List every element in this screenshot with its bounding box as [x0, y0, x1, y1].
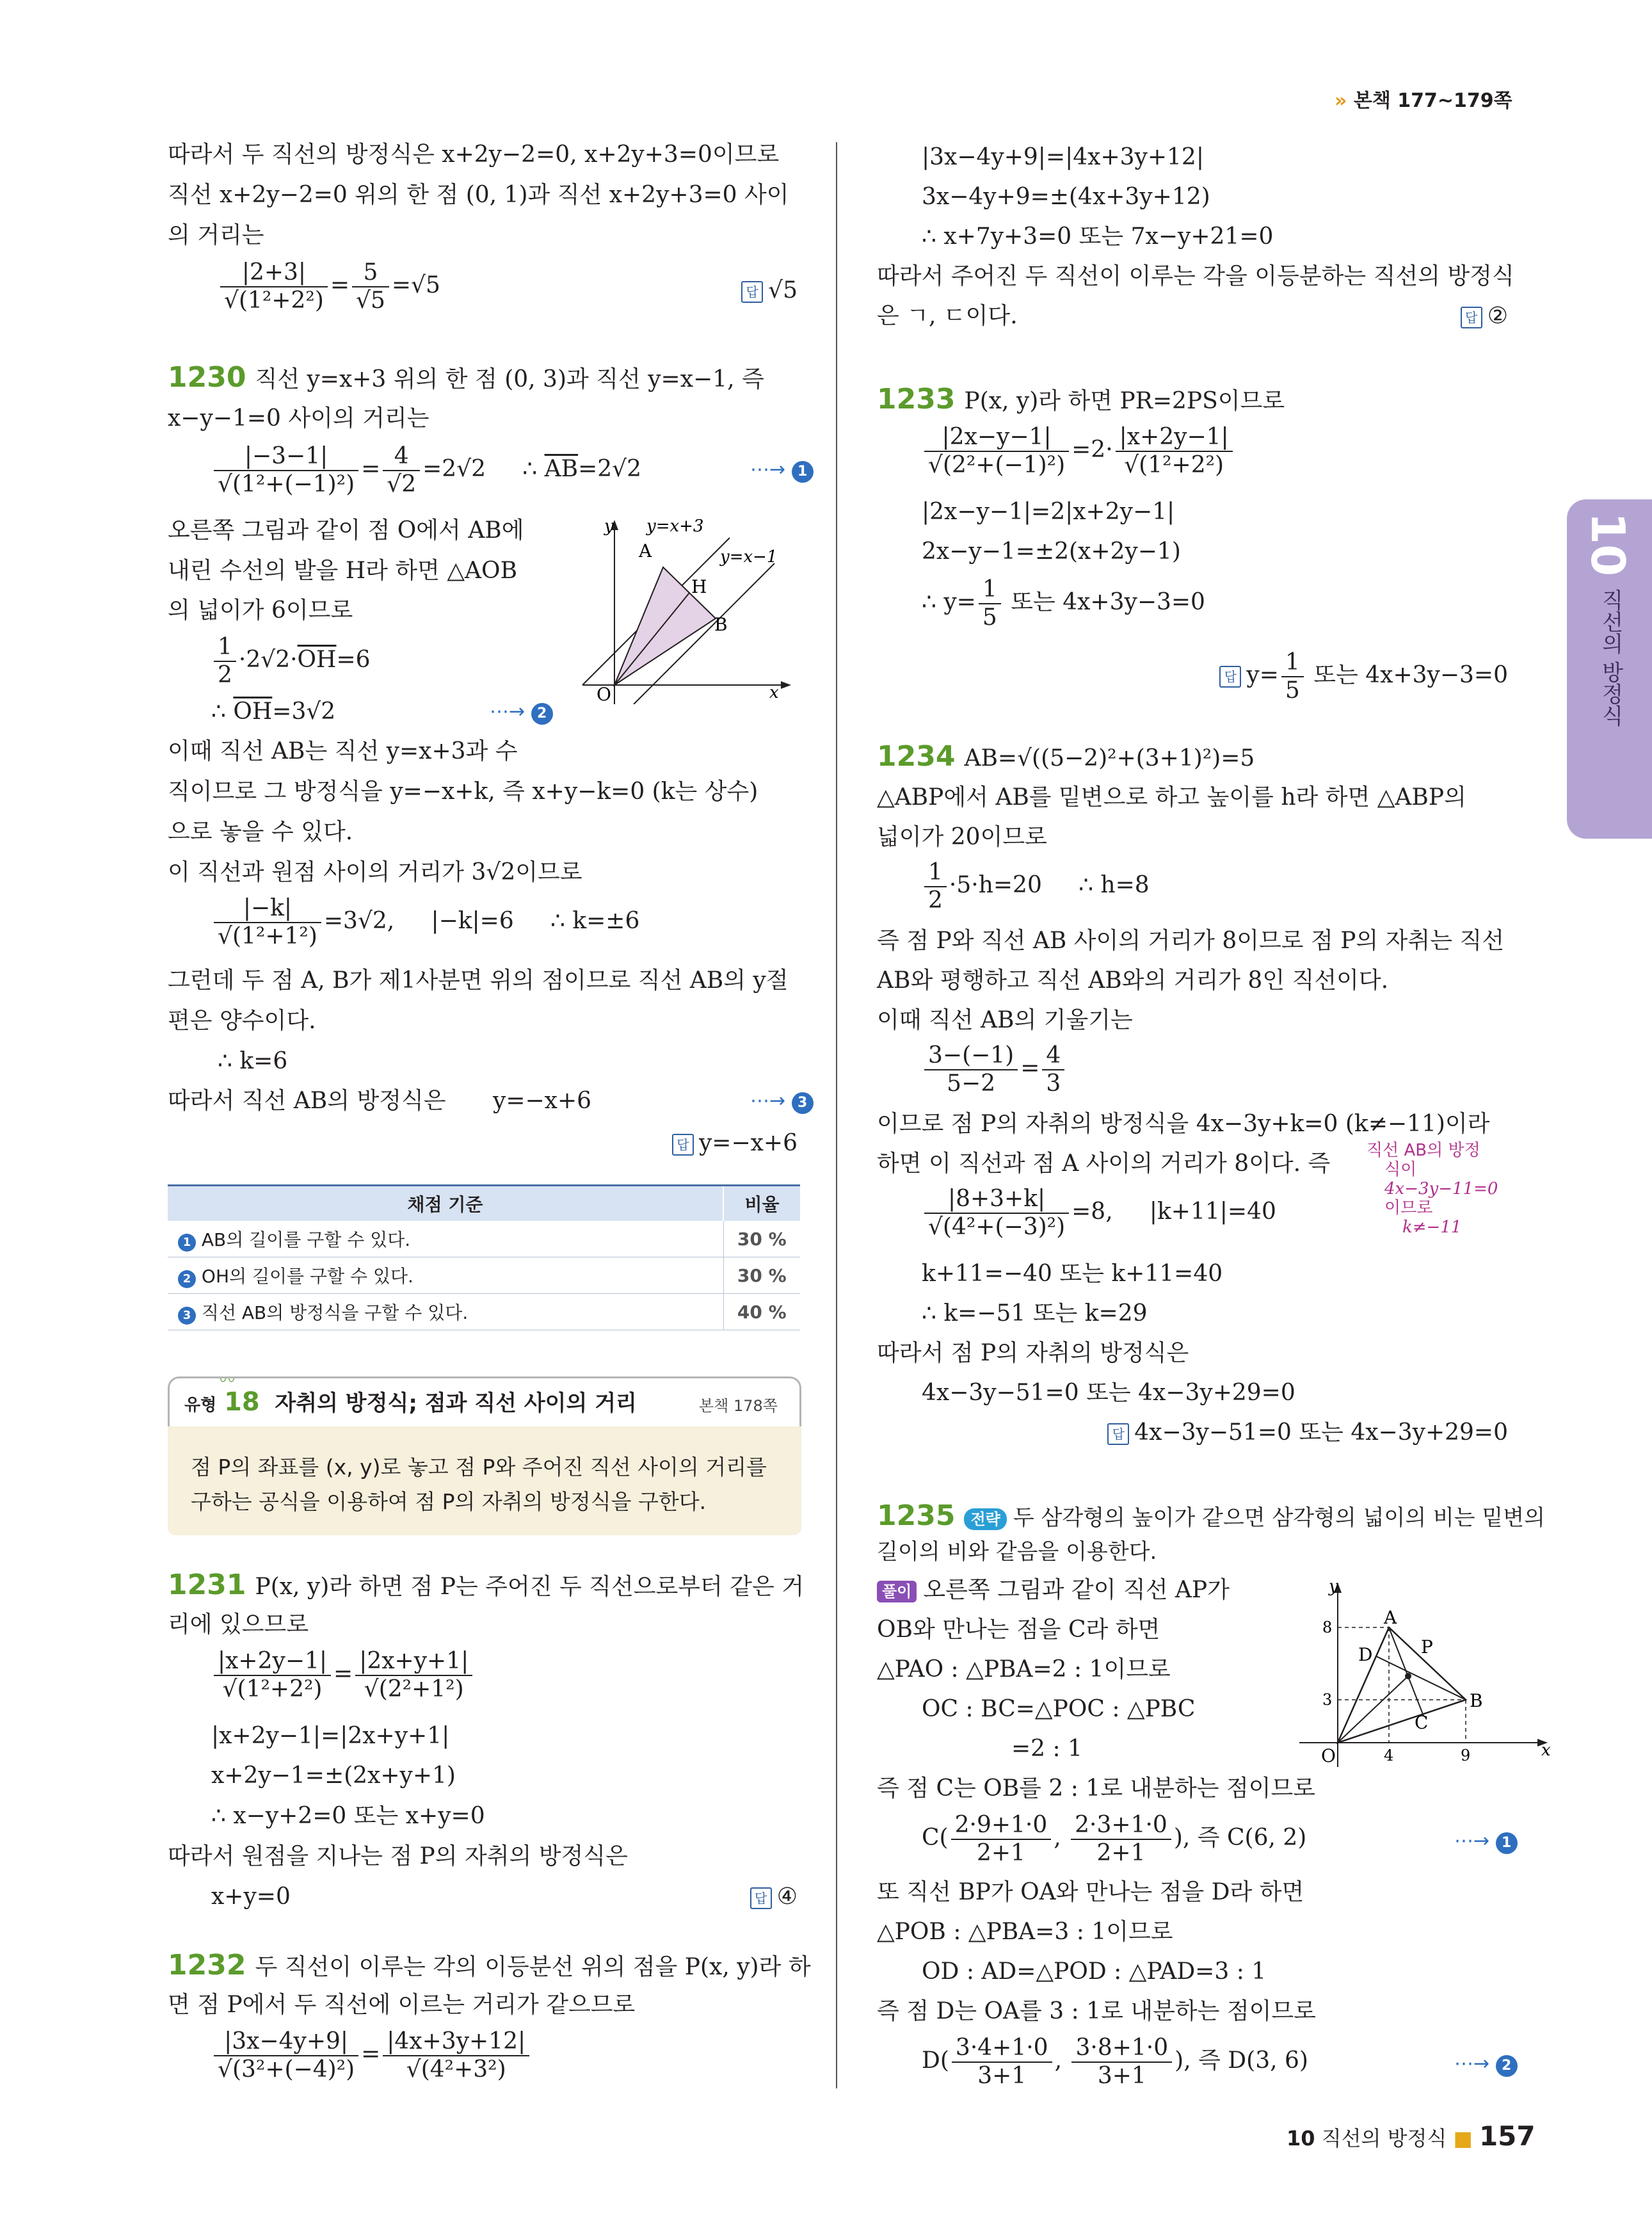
problem-1231-line-2: 리에 있으므로 — [168, 1611, 309, 1638]
problem-1230-line-3: 오른쪽 그림과 같이 점 O에서 AB에 — [168, 517, 524, 544]
intro-line-1: 따라서 두 직선의 방정식은 x+2y−2=0, x+2y+3=0이므로 — [168, 141, 780, 168]
footer-chapter-num: 10 — [1287, 2126, 1315, 2150]
zigzag-icon: 〰 — [219, 1371, 236, 1391]
problem-1235-line-12: 즉 점 D는 OA를 3 : 1로 내분하는 점이므로 — [877, 1998, 1316, 2024]
problem-1233-formula-2: ∴ y= $\frac{1}{5}$ 또는 4x+3y−3=0 — [922, 576, 1205, 631]
step-2-icon: 2 — [178, 1270, 196, 1288]
problem-1235-line-7: =2 : 1 — [1011, 1736, 1082, 1762]
fig2-P-label: P — [1421, 1636, 1433, 1658]
problem-1233-line-2: |2x−y−1|=2|x+2y−1| — [922, 499, 1175, 525]
answer-icon: 답 — [1107, 1423, 1129, 1445]
problem-1232-line-5: ∴ x+7y+3=0 또는 7x−y+21=0 — [922, 223, 1274, 250]
side-tab-label: 직선의 방정식 — [1598, 589, 1623, 727]
fig2-y-label: y — [1329, 1577, 1338, 1596]
problem-1233-formula-1: $\frac{|2x-y-1|}{\text{√(2²+(−1)²)}}$ =2· $\frac{|x+2y-1|}{\text{√(1²+2²)}}$ — [922, 424, 1235, 479]
footer-chapter: 직선의 방정식 — [1321, 2126, 1447, 2150]
fig1-O-label: O — [597, 684, 611, 704]
solution-badge: 풀이 — [877, 1581, 917, 1602]
step-3-icon: 3 — [178, 1307, 196, 1325]
intro-formula: $\frac{|2+3|}{\text{√(1²+2²)}}$ = $\frac{5}{√5}$ =√5 — [218, 259, 440, 314]
fig1-A-label: A — [639, 540, 652, 561]
problem-1231-line-7: x+y=0 — [211, 1884, 291, 1910]
problem-1230-line-12: ∴ k=6 — [218, 1048, 288, 1074]
problem-1234-formula-1: $\frac{1}{2}$ ·5·h=20 ∴ h=8 — [922, 859, 1150, 914]
step-marker-2: ⋯→ 2 — [1454, 2053, 1518, 2077]
problem-1230-formula-3: ∴ $\overline{OH}=3√2$ — [211, 698, 336, 725]
problem-1230-formula-4: $\frac{|-k|}{\text{√(1²+1²)}}$ =3√2, |−k|=6 ∴ k=±6 — [211, 895, 639, 950]
problem-1233-line-1: 1233 P(x, y)라 하면 PR=2PS이므로 — [877, 383, 1285, 416]
fig1-line1-label: y=x+3 — [646, 517, 704, 536]
side-tab-number: 10 — [1581, 512, 1635, 577]
problem-1235-line-2: 길이의 비와 같음을 이용한다. — [877, 1539, 1157, 1565]
table-row: 3 직선 AB의 방정식을 구할 수 있다. 40 % — [168, 1294, 800, 1330]
problem-1230-line-7: 직이므로 그 방정식을 y=−x+k, 즉 x+y−k=0 (k는 상수) — [168, 779, 758, 805]
problem-1235-line-5: △PAO : △PBA=2 : 1이므로 — [877, 1656, 1171, 1682]
fig2-B-label: B — [1470, 1690, 1483, 1711]
fig2-tick-3: 3 — [1322, 1691, 1333, 1709]
table-row: 1 AB의 길이를 구할 수 있다. 30 % — [168, 1221, 800, 1257]
figure-1230 — [563, 512, 794, 704]
problem-1233-line-3: 2x−y−1=±2(x+2y−1) — [922, 538, 1181, 565]
problem-1230-line-5: 의 넓이가 6이므로 — [168, 597, 353, 624]
problem-1235-line-11: OD : AD=△POD : △PAD=3 : 1 — [922, 1958, 1267, 1985]
problem-1230-formula-1: $\frac{|-3-1|}{\text{√(1²+(−1)²)}}$ = $\frac{4}{√2}$ =2√2 ∴ $\overline{AB}=2√2$ — [211, 443, 641, 498]
problem-1234-line-7: 이므로 점 P의 자취의 방정식을 4x−3y+k=0 (k≠−11)이라 — [877, 1111, 1490, 1137]
answer-icon: 답 — [750, 1887, 772, 1909]
type-18-ref: 본책 178쪽 — [699, 1397, 778, 1415]
problem-1232-line-7: 은 ㄱ, ㄷ이다. — [877, 303, 1018, 329]
problem-1234-formula-3: $\frac{|8+3+k|}{\text{√(4²+(−3)²)}}$ =8, |k+11|=40 — [922, 1186, 1276, 1241]
problem-1232-answer: 답 ② — [1461, 301, 1508, 332]
problem-1234-answer: 답 4x−3y−51=0 또는 4x−3y+29=0 — [1107, 1417, 1508, 1448]
problem-1231-answer: 답 ④ — [750, 1882, 798, 1912]
strategy-badge: 전략 — [964, 1508, 1006, 1530]
step-1-icon: 1 — [1496, 1832, 1518, 1854]
problem-1230-line-14: y=−x+6 — [493, 1088, 592, 1114]
problem-1234-formula-2: $\frac{3-(-1)}{5-2}$ = $\frac{4}{3}$ — [922, 1042, 1067, 1097]
problem-1232-line-2: 면 점 P에서 두 직선에 이르는 거리가 같으므로 — [168, 1992, 636, 2018]
problem-1234-line-6: 이때 직선 AB의 기울기는 — [877, 1007, 1133, 1033]
fig2-tick-9: 9 — [1461, 1747, 1471, 1764]
column-divider — [836, 142, 837, 2088]
fig2-tick-8: 8 — [1322, 1618, 1333, 1636]
answer-icon: 답 — [741, 281, 763, 303]
fig1-x-label: x — [769, 683, 779, 702]
problem-1235-line-1: 1235 전략 두 삼각형의 높이가 같으면 삼각형의 넓이의 비는 밑변의 — [877, 1499, 1545, 1532]
problem-1234-line-3: 넓이가 20이므로 — [877, 824, 1047, 850]
problem-1230-line-11: 편은 양수이다. — [168, 1008, 316, 1034]
footer — [1287, 2120, 1536, 2152]
problem-1235-line-3: 풀이 오른쪽 그림과 같이 직선 AP가 — [877, 1575, 1230, 1606]
page-number: 157 — [1479, 2120, 1536, 2152]
step-2-icon: 2 — [531, 703, 553, 725]
problem-1230-line-13: 따라서 직선 AB의 방정식은 — [168, 1088, 446, 1114]
problem-1230-answer: 답 y=−x+6 — [672, 1128, 798, 1159]
problem-1235-formula-D: D( $\frac{3\cdot 4+1\cdot 0}{3+1}$ , $\frac{3\cdot 8+1\cdot 0}{3+1}$ ), 즉 D(3, 6) — [922, 2035, 1308, 2089]
scoring-criteria-table — [168, 1184, 800, 1330]
problem-1234-line-8: 하면 이 직선과 점 A 사이의 거리가 8이다. 즉 — [877, 1150, 1331, 1177]
problem-1234-line-10: ∴ k=−51 또는 k=29 — [922, 1300, 1148, 1327]
intro-line-2: 직선 x+2y−2=0 위의 한 점 (0, 1)과 직선 x+2y+3=0 사이 — [168, 182, 789, 208]
fig2-O-label: O — [1321, 1745, 1336, 1766]
problem-1230-line-8: 으로 놓을 수 있다. — [168, 819, 353, 845]
double-chevron-icon: » — [1335, 90, 1347, 112]
problem-1235-line-10: △POB : △PBA=3 : 1이므로 — [877, 1919, 1173, 1945]
problem-1230-formula-2: $\frac{1}{2}$ $\cdot 2√2\cdot\overline{OH}=6$ — [211, 634, 371, 689]
side-note: 직선 AB의 방정 식이 4x−3y−11=0 이므로 k≠−11 — [1367, 1141, 1498, 1237]
answer-icon: 답 — [1461, 307, 1482, 328]
step-1-icon: 1 — [178, 1234, 196, 1252]
fig2-tick-4: 4 — [1384, 1747, 1394, 1764]
fig1-B-label: B — [714, 614, 728, 635]
problem-1235-line-6: OC : BC=△POC : △PBC — [922, 1696, 1196, 1722]
fig1-H-label: H — [691, 576, 707, 597]
problem-1230-line-4: 내린 수선의 발을 H라 하면 △AOB — [168, 558, 518, 584]
problem-1234-line-9: k+11=−40 또는 k+11=40 — [922, 1261, 1223, 1287]
step-marker-1: ⋯→ 1 — [1454, 1830, 1518, 1854]
problem-1234-line-2: △ABP에서 AB를 밑변으로 하고 높이를 h라 하면 △ABP의 — [877, 784, 1466, 811]
ratio-header: 비율 — [723, 1186, 800, 1222]
problem-1230-line-6: 이때 직선 AB는 직선 y=x+3과 수 — [168, 738, 518, 764]
step-marker-2: ⋯→ 2 — [490, 700, 553, 725]
type-18-desc-2: 구하는 공식을 이용하여 점 P의 자취의 방정식을 구한다. — [191, 1489, 707, 1514]
answer-icon: 답 — [672, 1134, 694, 1156]
problem-1232-line-3: |3x−4y+9|=|4x+3y+12| — [922, 144, 1204, 170]
problem-1235-line-4: OB와 만나는 점을 C라 하면 — [877, 1617, 1160, 1643]
problem-1230-line-1: 1230 직선 y=x+3 위의 한 점 (0, 3)과 직선 y=x−1, 즉 — [168, 361, 764, 394]
problem-1232-line-4: 3x−4y+9=±(4x+3y+12) — [922, 184, 1210, 210]
problem-1233-answer: 답 y= $\frac{1}{5}$ 또는 4x+3y−3=0 — [1219, 649, 1508, 704]
fig2-C-label: C — [1415, 1712, 1429, 1733]
problem-1235-line-9: 또 직선 BP가 OA와 만나는 점을 D라 하면 — [877, 1879, 1304, 1905]
problem-1230-line-9: 이 직선과 원점 사이의 거리가 3√2이므로 — [168, 859, 582, 885]
square-icon: ■ — [1453, 2126, 1473, 2150]
type-18-heading: 유형 18 자취의 방정식; 점과 직선 사이의 거리 — [184, 1387, 637, 1417]
intro-answer: 답 √5 — [741, 275, 798, 306]
problem-1231-formula: $\frac{|x+2y-1|}{\text{√(1²+2²)}}$ = $\frac{|2x+y+1|}{\text{√(2²+1²)}}$ — [211, 1648, 475, 1703]
problem-1232-line-1: 1232 두 직선이 이루는 각의 이등분선 위의 점을 P(x, y)라 하 — [168, 1949, 811, 1981]
step-marker-1: ⋯→ 1 — [750, 458, 814, 483]
fig2-x-label: x — [1541, 1741, 1551, 1760]
figure-1235 — [1299, 1575, 1555, 1773]
problem-1230-line-10: 그런데 두 점 A, B가 제1사분면 위의 점이므로 직선 AB의 y절 — [168, 967, 789, 994]
problem-1235-formula-C: C( $\frac{2\cdot 9+1\cdot 0}{2+1}$ , $\frac{2\cdot 3+1\cdot 0}{2+1}$ ), 즉 C(6, 2) — [922, 1812, 1307, 1866]
step-marker-3: ⋯→ 3 — [750, 1090, 814, 1114]
table-row: 2 OH의 길이를 구할 수 있다. 30 % — [168, 1257, 800, 1294]
intro-line-3: 의 거리는 — [168, 222, 264, 248]
criteria-header: 채점 기준 — [168, 1186, 723, 1222]
fig2-A-label: A — [1384, 1607, 1397, 1628]
problem-1231-line-5: ∴ x−y+2=0 또는 x+y=0 — [211, 1803, 485, 1829]
problem-1235-line-8: 즉 점 C는 OB를 2 : 1로 내분하는 점이므로 — [877, 1775, 1316, 1802]
problem-1232-formula: $\frac{|3x-4y+9|}{\text{√(3²+(−4)²)}}$ = $\frac{|4x+3y+12|}{\text{√(4²+3²)}}$ — [211, 2028, 532, 2083]
answer-icon: 답 — [1219, 666, 1241, 688]
fig2-D-label: D — [1358, 1644, 1373, 1665]
problem-1231-line-1: 1231 P(x, y)라 하면 점 P는 주어진 두 직선으로부터 같은 거 — [168, 1569, 805, 1601]
type-18-box — [168, 1371, 800, 1537]
step-1-icon: 1 — [792, 461, 814, 483]
problem-1234-line-11: 따라서 점 P의 자취의 방정식은 — [877, 1340, 1189, 1366]
type-18-desc-1: 점 P의 좌표를 (x, y)로 놓고 점 P와 주어진 직선 사이의 거리를 — [191, 1455, 767, 1480]
problem-1231-line-6: 따라서 원점을 지나는 점 P의 자취의 방정식은 — [168, 1843, 628, 1869]
problem-1231-line-4: x+2y−1=±(2x+y+1) — [211, 1763, 456, 1789]
step-3-icon: 3 — [792, 1092, 814, 1114]
problem-1234-line-1: 1234 AB=√((5−2)²+(3+1)²)=5 — [877, 740, 1255, 773]
problem-1231-line-3: |x+2y−1|=|2x+y+1| — [211, 1723, 450, 1749]
step-2-icon: 2 — [1496, 2055, 1518, 2077]
fig1-line2-label: y=x−1 — [720, 547, 778, 567]
problem-1234-line-4: 즉 점 P와 직선 AB 사이의 거리가 8이므로 점 P의 자취는 직선 — [877, 928, 1504, 954]
problem-1234-line-12: 4x−3y−51=0 또는 4x−3y+29=0 — [922, 1380, 1295, 1406]
chapter-side-tab — [1567, 499, 1652, 839]
problem-1232-line-6: 따라서 주어진 두 직선이 이루는 각을 이등분하는 직선의 방정식 — [877, 263, 1514, 289]
problem-1234-line-5: AB와 평행하고 직선 AB와의 거리가 8인 직선이다. — [877, 967, 1389, 994]
header-ref: » 본책 177~179쪽 — [1335, 90, 1512, 112]
fig1-y-label: y — [604, 517, 614, 536]
problem-1230-line-2: x−y−1=0 사이의 거리는 — [168, 405, 429, 432]
